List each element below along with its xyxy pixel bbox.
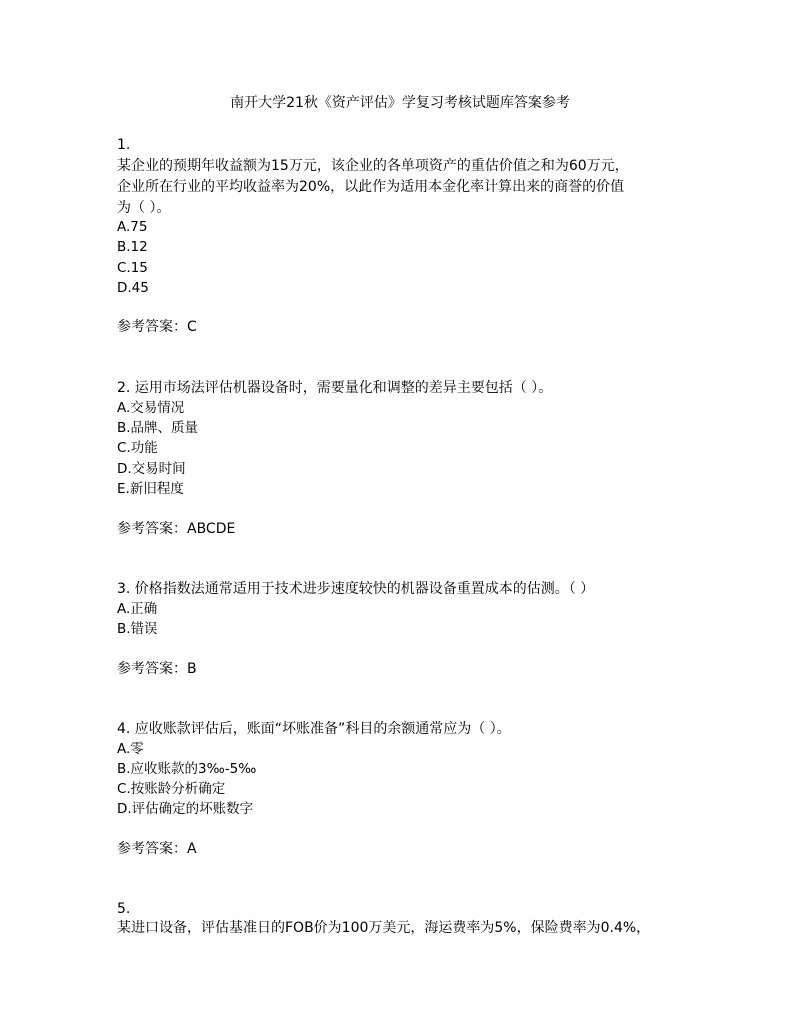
reference-answer: 参考答案：B [117,661,197,677]
question-stem-line: 4. 应收账款评估后，账面“坏账准备”科目的余额通常应为（ ）。 [117,721,511,737]
option-c: C.功能 [117,440,158,456]
question-stem-line: 某企业的预期年收益额为15万元，该企业的各单项资产的重估价值之和为60万元， [117,158,629,174]
question-stem-line: 企业所在行业的平均收益率为20%，以此作为适用本金化率计算出来的商誉的价值 [117,179,625,195]
option-a: A.75 [117,219,148,235]
option-e: E.新旧程度 [117,481,184,497]
option-b: B.错误 [117,621,158,637]
option-a: A.正确 [117,601,158,617]
question-number: 1. [117,137,131,153]
reference-answer: 参考答案：C [117,319,197,335]
option-b: B.品牌、质量 [117,420,199,436]
option-d: D.45 [117,280,149,296]
reference-answer: 参考答案：ABCDE [117,521,236,537]
option-d: D.评估确定的坏账数字 [117,801,254,817]
reference-answer: 参考答案：A [117,841,197,857]
option-a: A.交易情况 [117,400,185,416]
document-title: 南开大学21秋《资产评估》学复习考核试题库答案参考 [230,95,570,111]
option-b: B.12 [117,239,148,255]
option-c: C.按账龄分析确定 [117,781,226,797]
question-stem-line: 3. 价格指数法通常适用于技术进步速度较快的机器设备重置成本的估测。（ ） [117,581,595,597]
option-b: B.应收账款的3‰-5‰ [117,761,257,777]
question-stem-line: 2. 运用市场法评估机器设备时，需要量化和调整的差异主要包括（ ）。 [117,380,553,396]
question-stem-line: 为（ ）。 [117,200,171,216]
option-a: A.零 [117,741,144,757]
option-d: D.交易时间 [117,461,186,477]
question-number: 5. [117,901,131,917]
question-stem-line: 某进口设备，评估基准日的FOB价为100万美元，海运费率为5%，保险费率为0.4%， [117,920,651,936]
option-c: C.15 [117,260,148,276]
